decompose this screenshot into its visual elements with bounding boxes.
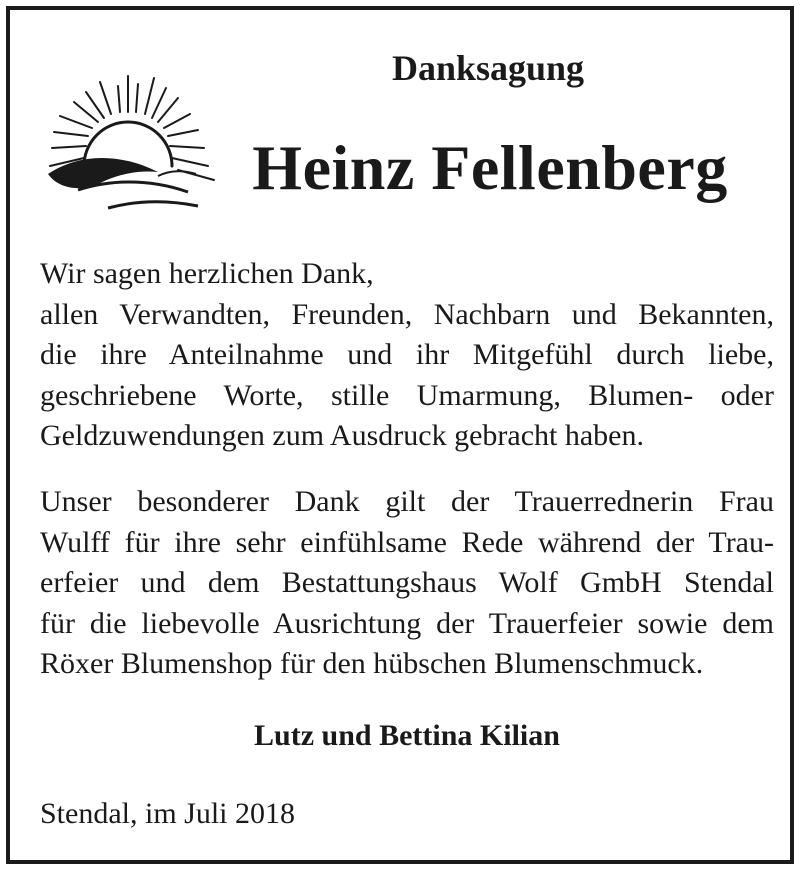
place-and-date: Stendal, im Juli 2018 [40,797,295,830]
notice-heading: Danksagung [391,48,585,88]
thanks-paragraph [40,254,774,457]
special-thanks-paragraph [40,482,774,685]
thanks-line: Wir sagen herzlichen Dank, [40,257,374,290]
obituary-notice [6,6,794,864]
thanks-line: geschriebene Worte, stille Umarmung, Blumen- oder [40,378,774,412]
signatories: Lutz und Bettina Kilian [254,719,560,752]
deceased-name: Heinz Fellenberg [252,132,728,203]
thanks-line: die ihre Anteilnahme und ihr Mitgefühl durch liebe, [40,338,774,371]
thanks-line: Geldzuwendungen zum Ausdruck gebracht haben. [40,419,644,452]
special-thanks-line: erfeier und dem Bestattungshaus Wolf GmbH Stendal [40,566,774,599]
sunrise-icon [38,62,218,212]
special-thanks-line: Röxer Blumenshop für den hübschen Blumenschmuck. [40,647,704,680]
special-thanks-line: Unser besonderer Dank gilt der Trauerrednerin Frau [40,485,774,518]
special-thanks-line: für die liebevolle Ausrichtung der Trauerfeier sowie dem [40,606,774,640]
special-thanks-line: Wulff für ihre sehr einfühlsame Rede während der Trau- [40,525,774,559]
thanks-line: allen Verwandten, Freunden, Nachbarn und Bekannten, [40,297,774,331]
